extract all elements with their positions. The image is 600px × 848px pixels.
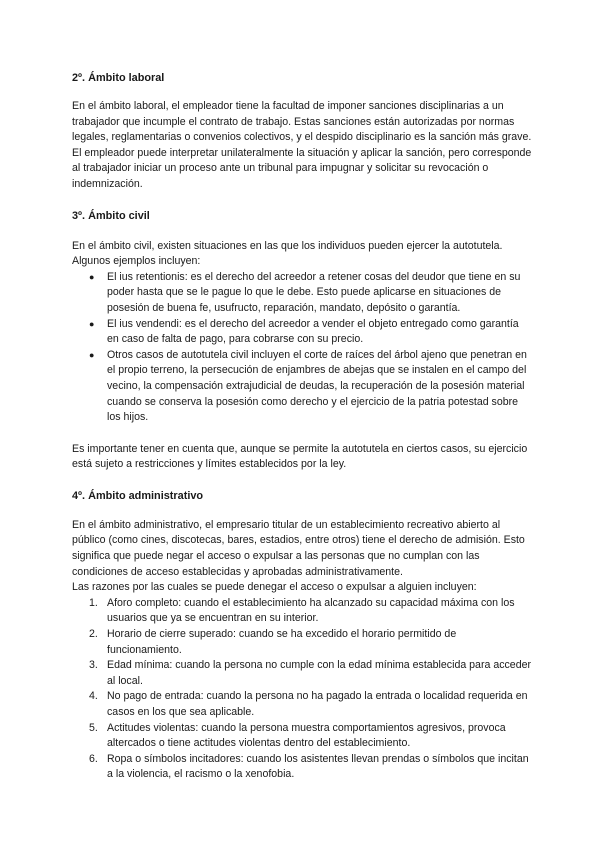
list-item-text: Horario de cierre superado: cuando se ha excedido el horario permitido de funcionamiento.: [107, 628, 457, 656]
section-administrativo: [72, 489, 532, 783]
list-number: 4.: [89, 690, 98, 703]
bullet-icon: ●: [89, 349, 95, 360]
list-item-text: No pago de entrada: cuando la persona no ha pagado la entrada o localidad requerida en casos en los que sea aplicable.: [107, 690, 528, 718]
paragraph-laboral: En el ámbito laboral, el empleador tiene la facultad de imponer sanciones disciplinarias a un trabajador que incumple el contrato de trabajo. Estas sanciones están autorizadas por normas legales, reglamentarias o convenios colectivos, y el despido disciplinario es la sanción más grave. El empleador puede interpretar unilateralmente la situación y aplicar la sanción, pero corresponde al trabajador iniciar un proceso ante un tribunal para impugnar y solicitar su revocación o indemnización.: [72, 100, 532, 190]
civil-bullet-list: [72, 270, 532, 426]
list-number: 5.: [89, 721, 98, 734]
section-heading-civil: 3º. Ámbito civil: [72, 209, 150, 222]
list-item: [72, 689, 532, 720]
admin-numbered-list: [72, 596, 532, 783]
list-item: [72, 721, 532, 752]
section-civil: [72, 209, 532, 473]
document-page: [72, 71, 532, 783]
list-number: 3.: [89, 659, 98, 672]
paragraph-admin-lead: Las razones por las cuales se puede denegar el acceso o expulsar a alguien incluyen:: [72, 581, 477, 594]
section-laboral: [72, 71, 532, 193]
list-item: [72, 270, 532, 317]
list-number: 6.: [89, 752, 98, 765]
list-item: [72, 658, 532, 689]
bullet-icon: ●: [89, 271, 95, 282]
list-item: [72, 627, 532, 658]
list-item: [72, 317, 532, 348]
list-item: [72, 752, 532, 783]
section-heading-administrativo: 4º. Ámbito administrativo: [72, 489, 204, 502]
paragraph-admin-intro: En el ámbito administrativo, el empresario titular de un establecimiento recreativo abierto al público (como cines, discotecas, bares, estadios, entre otros) tiene el derecho de admisión. Esto significa que puede negar el acceso o expulsar a las personas que no cumplan con las condiciones de acceso establecidas y aprobadas administrativamente.: [72, 518, 525, 578]
list-item-text: Aforo completo: cuando el establecimiento ha alcanzado su capacidad máxima con los usuarios que ya se encuentran en su interior.: [107, 596, 515, 625]
list-item: [72, 348, 532, 426]
bullet-icon: ●: [89, 318, 95, 329]
list-item-text: Actitudes violentas: cuando la persona muestra comportamientos agresivos, provoca altercados o tiene actitudes violentas dentro del establecimiento.: [107, 721, 506, 750]
section-heading-laboral: 2º. Ámbito laboral: [72, 72, 165, 84]
list-item: [72, 596, 532, 627]
list-item-text: Ropa o símbolos incitadores: cuando los asistentes llevan prendas o símbolos que incitan a la violencia, el racismo o la xenofobia.: [107, 752, 529, 781]
paragraph-civil-closing: Es importante tener en cuenta que, aunque se permite la autotutela en ciertos casos, su ejercicio está sujeto a restricciones y límites establecidos por la ley.: [72, 442, 528, 471]
list-number: 2.: [89, 628, 98, 641]
list-item-text: El ius vendendi: es el derecho del acreedor a vender el objeto entregado como garantía en caso de falta de pago, para cobrarse con su precio.: [107, 317, 519, 346]
list-number: 1.: [89, 596, 98, 609]
list-item-text: El ius retentionis: es el derecho del acreedor a retener cosas del deudor que tiene en su poder hasta que se le pague lo que le debe. Esto puede aplicarse en situaciones de posesión de buena fe, usufructo, reparación, mandato, depósito o garantía.: [107, 270, 521, 314]
list-item-text: Edad mínima: cuando la persona no cumple con la edad mínima establecida para acceder al local.: [107, 659, 532, 687]
list-item-text: Otros casos de autotutela civil incluyen el corte de raíces del árbol ajeno que penetran en el propio terreno, la persecución de enjambres de abejas que se instalen en el campo del vecino, la compensación extrajudicial de deudas, la recuperación de la posesión material cuando se conserva la posesión como derecho y el ejercicio de la patria potestad sobre los hijos.: [107, 348, 527, 424]
paragraph-civil-intro: En el ámbito civil, existen situaciones en las que los individuos pueden ejercer la autotutela. Algunos ejemplos incluyen:: [72, 239, 503, 268]
